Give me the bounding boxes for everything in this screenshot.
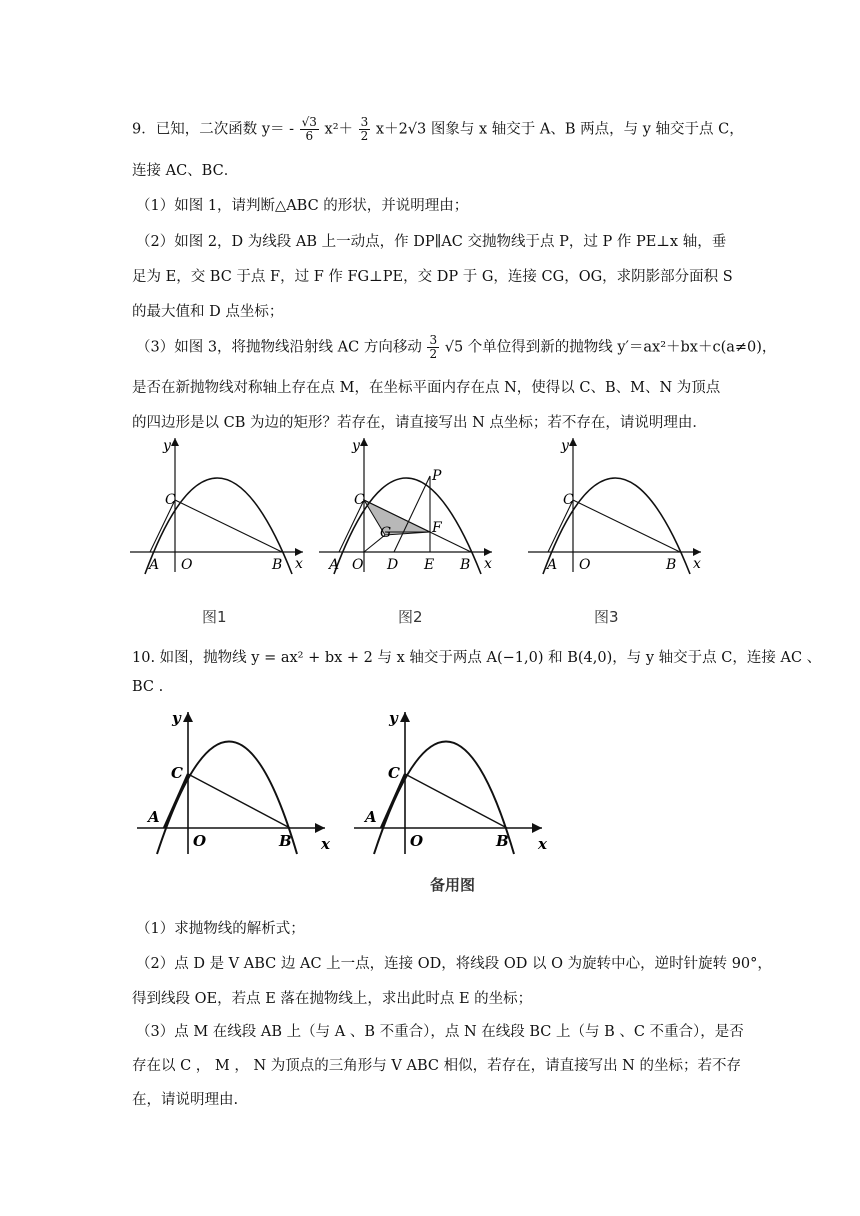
label-B: B bbox=[496, 832, 509, 850]
y-axis-arrow bbox=[171, 438, 179, 446]
q9-part-3-line-1 bbox=[136, 334, 776, 361]
segment-AC bbox=[164, 774, 188, 828]
x-axis-arrow bbox=[532, 823, 542, 833]
x-axis-arrow bbox=[693, 548, 701, 556]
y-axis-arrow bbox=[360, 438, 368, 446]
label-x: x bbox=[295, 556, 303, 572]
label-O: O bbox=[410, 832, 424, 850]
q9-part-3-line-3: 的四边形是以 CB 为边的矩形？若存在，请直接写出 N 点坐标；若不存在，请说明理由． bbox=[132, 415, 707, 431]
caption-figure-2: 图2 bbox=[398, 608, 423, 626]
label-B: B bbox=[666, 557, 677, 573]
segment-DP bbox=[394, 476, 430, 552]
label-x: x bbox=[538, 835, 547, 853]
label-A: A bbox=[148, 808, 160, 826]
fraction-3-over-2: $\frac{3}{2}$ bbox=[360, 115, 369, 143]
segment-AC bbox=[381, 774, 405, 828]
x-axis-arrow bbox=[484, 548, 492, 556]
label-O: O bbox=[352, 557, 364, 573]
caption-figure-1: 图1 bbox=[202, 608, 227, 626]
label-y: y bbox=[389, 709, 398, 727]
figure-2 bbox=[314, 432, 499, 577]
q10-part-2-line-2: 得到线段 OE，若点 E 落在抛物线上，求出此时点 E 的坐标； bbox=[132, 991, 533, 1007]
caption-figure-3: 图3 bbox=[594, 608, 619, 626]
y-axis-arrow bbox=[183, 712, 193, 722]
label-B: B bbox=[272, 557, 283, 573]
q10-part-3-line-3: 在，请说明理由. bbox=[132, 1092, 239, 1108]
q9-part-2-line-1: （2）如图 2，D 为线段 AB 上一动点，作 DP∥AC 交抛物线于点 P，过 P 作 PE⊥x 轴，垂 bbox=[136, 234, 727, 250]
label-A: A bbox=[149, 557, 160, 573]
q9-text: （3）如图 3，将抛物线沿射线 AC 方向移动 bbox=[136, 339, 422, 356]
segment-BC bbox=[573, 500, 680, 552]
label-A: A bbox=[329, 557, 340, 573]
fraction-sqrt3-over-6: $\frac{√3}{6}$ bbox=[301, 115, 317, 143]
caption-backup-figure: 备用图 bbox=[430, 876, 476, 894]
x-axis-arrow bbox=[295, 548, 303, 556]
q10-part-3-line-2: 存在以 C ， M ， N 为顶点的三角形与 V ABC 相似，若存在，请直接写出 N 的坐标；若不存 bbox=[132, 1058, 741, 1074]
q10-figure-main bbox=[135, 704, 335, 864]
label-y: y bbox=[352, 438, 360, 454]
label-B: B bbox=[279, 832, 292, 850]
label-F: F bbox=[432, 520, 442, 536]
x-axis-arrow bbox=[315, 823, 325, 833]
label-x: x bbox=[693, 556, 701, 572]
label-O: O bbox=[579, 557, 591, 573]
q10-part-3-line-1: （3）点 M 在线段 AB 上（与 A 、B 不重合），点 N 在线段 BC 上（与 B 、C 不重合），是否 bbox=[136, 1024, 744, 1040]
q9-part-3-line-2: 是否在新抛物线对称轴上存在点 M，在坐标平面内存在点 N，使得以 C、B、M、N 为顶点 bbox=[132, 380, 721, 396]
label-C: C bbox=[165, 492, 176, 508]
q10-figure-backup bbox=[352, 704, 552, 864]
q9-part-2-line-3: 的最大值和 D 点坐标； bbox=[132, 304, 284, 320]
segment-BC bbox=[188, 774, 290, 828]
q9-line-2: 连接 AC、BC． bbox=[132, 163, 239, 179]
label-A: A bbox=[547, 557, 558, 573]
label-x: x bbox=[484, 556, 492, 572]
q10-part-1: （1）求抛物线的解析式； bbox=[136, 921, 305, 937]
label-E: E bbox=[424, 557, 435, 573]
y-axis-arrow bbox=[400, 712, 410, 722]
label-y: y bbox=[172, 709, 181, 727]
q10-part-2-line-1: （2）点 D 是 V ABC 边 AC 上一点，连接 OD，将线段 OD 以 O 为旋转中心，逆时针旋转 90°， bbox=[136, 956, 772, 972]
label-B: B bbox=[460, 557, 471, 573]
figure-1 bbox=[125, 432, 310, 577]
label-y: y bbox=[163, 438, 171, 454]
label-O: O bbox=[181, 557, 193, 573]
label-C: C bbox=[563, 492, 574, 508]
q9-text: x²＋ bbox=[324, 121, 354, 138]
q9-text: x＋2√3 图象与 x 轴交于 A、B 两点，与 y 轴交于点 C， bbox=[375, 121, 744, 138]
segment-BC bbox=[405, 774, 507, 828]
label-G: G bbox=[380, 525, 392, 541]
label-C: C bbox=[171, 764, 183, 782]
q9-text: 9．已知，二次函数 y＝ - bbox=[132, 121, 295, 138]
label-D: D bbox=[387, 557, 399, 573]
segment-BC bbox=[175, 500, 282, 552]
label-C: C bbox=[388, 764, 400, 782]
fraction-3-over-2: $\frac{3}{2}$ bbox=[429, 333, 438, 361]
q9-part-2-line-2: 足为 E，交 BC 于点 F，过 F 作 FG⊥PE，交 DP 于 G，连接 CG，OG，求阴影部分面积 S bbox=[132, 269, 733, 285]
q9-line-1 bbox=[132, 116, 744, 143]
label-x: x bbox=[321, 835, 330, 853]
q10-line-2: BC . bbox=[132, 679, 164, 695]
label-P: P bbox=[432, 468, 442, 484]
y-axis-arrow bbox=[569, 438, 577, 446]
figure-3 bbox=[523, 432, 708, 577]
q9-text: √5 个单位得到新的抛物线 y′＝ax²＋bx＋c(a≠0)， bbox=[444, 339, 777, 356]
label-O: O bbox=[193, 832, 207, 850]
label-A: A bbox=[365, 808, 377, 826]
q10-line-1: 10. 如图，抛物线 y = ax² + bx + 2 与 x 轴交于两点 A(−1,0) 和 B(4,0)，与 y 轴交于点 C，连接 AC 、 bbox=[132, 650, 822, 666]
label-C: C bbox=[354, 492, 365, 508]
label-y: y bbox=[561, 438, 569, 454]
q9-part-1: （1）如图 1，请判断△ABC 的形状，并说明理由； bbox=[136, 198, 469, 214]
